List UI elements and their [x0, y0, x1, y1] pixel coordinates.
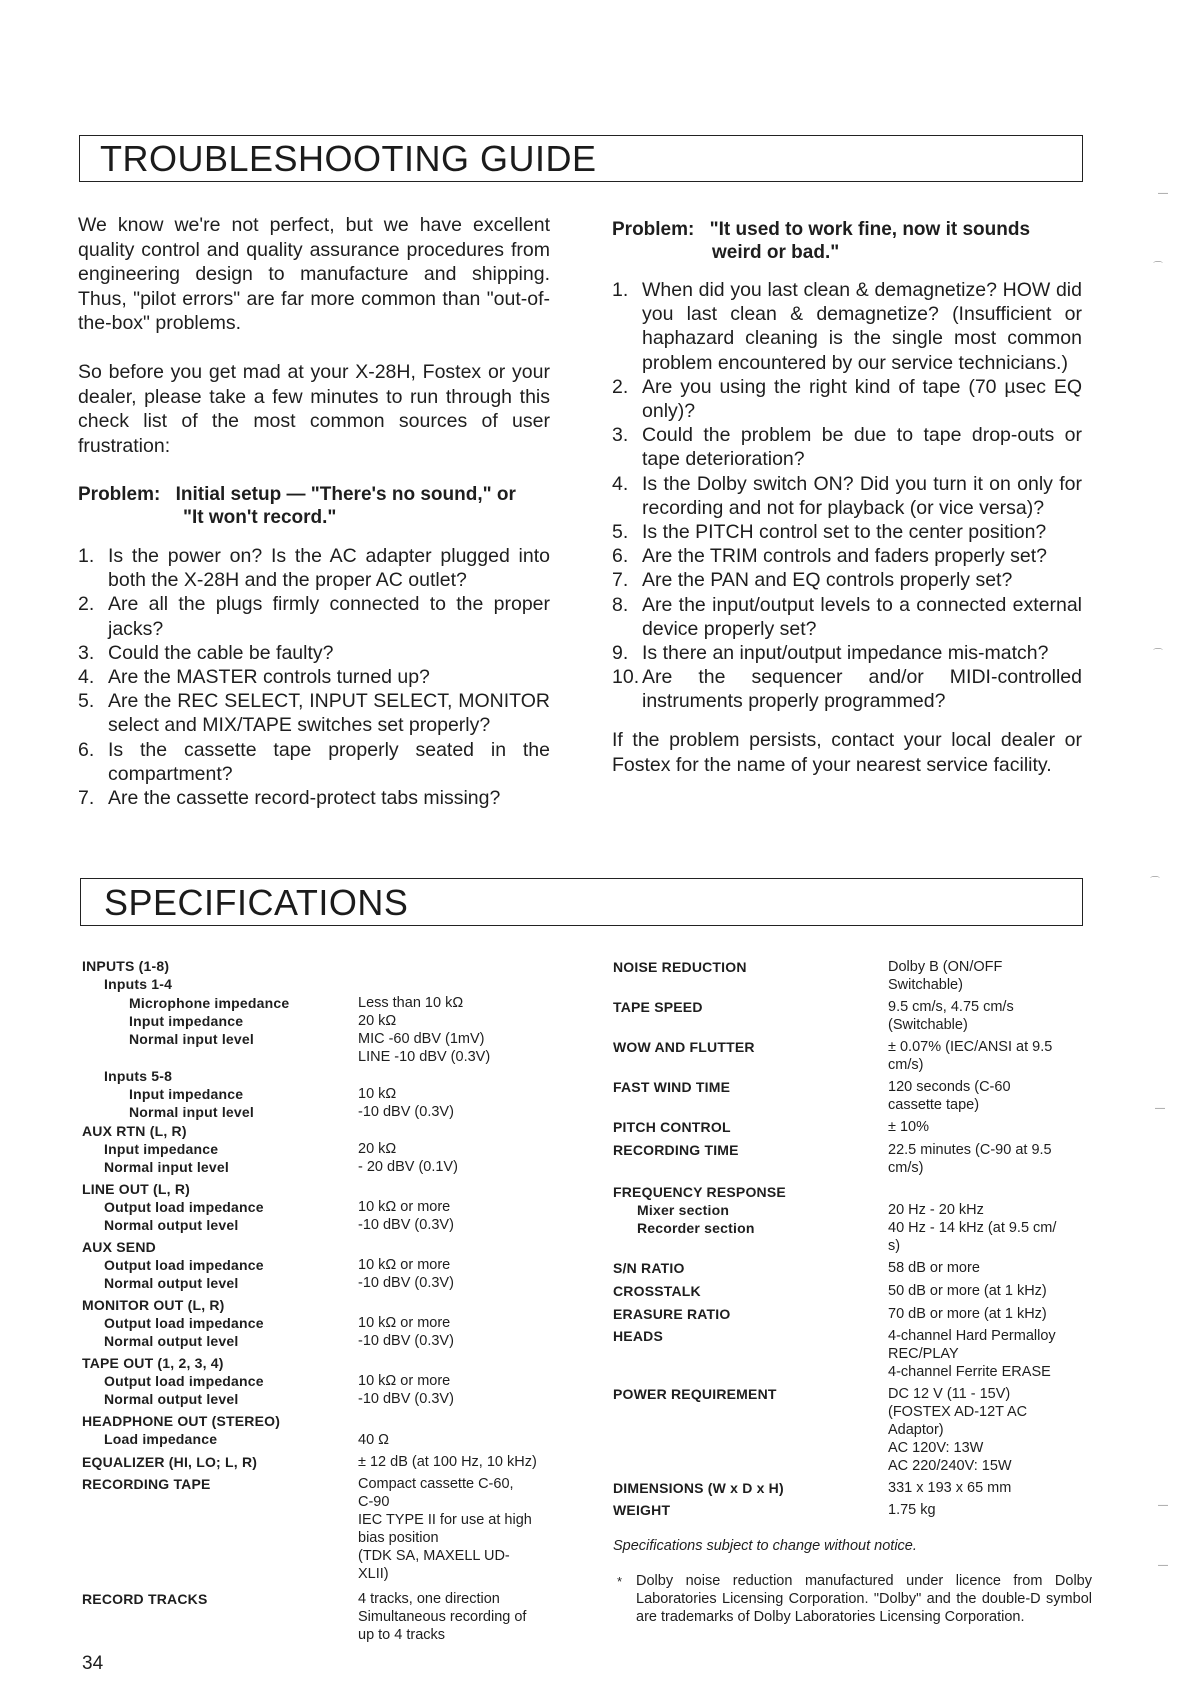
dolby-trademark-note: Dolby noise reduction manufactured under licence from Dolby Laboratories Licensing Corporation. "Dolby" and the double-D symbol are trademarks of Dolby Laboratories Licensing Corporation. [636, 1573, 1092, 1625]
list-item: 7. Are the cassette record-protect tabs missing? [78, 787, 501, 810]
spec-label: Input impedance [104, 1141, 219, 1157]
spec-value: MIC -60 dBV (1mV) [358, 1031, 485, 1047]
spec-value: 4-channel Hard Permalloy [888, 1328, 1056, 1344]
spec-label: CROSSTALK [613, 1283, 701, 1299]
spec-value: C-90 [358, 1494, 390, 1510]
spec-label: S/N RATIO [613, 1260, 685, 1276]
spec-label: Inputs 1-4 [104, 976, 173, 992]
spec-label: HEADPHONE OUT (STEREO) [82, 1413, 281, 1429]
spec-value: (Switchable) [888, 1017, 968, 1033]
spec-value: 9.5 cm/s, 4.75 cm/s [888, 999, 1014, 1015]
spec-value: bias position [358, 1530, 439, 1546]
spec-value: -10 dBV (0.3V) [358, 1391, 454, 1407]
problem-2-label: Problem: [612, 219, 695, 240]
spec-label: WEIGHT [613, 1502, 671, 1518]
spec-value: 331 x 193 x 65 mm [888, 1480, 1012, 1496]
spec-value: Dolby B (ON/OFF [888, 959, 1003, 975]
spec-value: cassette tape) [888, 1097, 980, 1113]
list-item: 10. Are the sequencer and/or MIDI-controlled instruments properly programmed? [612, 666, 1082, 713]
spec-label: Recorder section [637, 1220, 755, 1236]
scan-mark: ⌒ [1150, 877, 1160, 888]
spec-label: Normal output level [104, 1217, 239, 1233]
spec-label: INPUTS (1-8) [82, 958, 170, 974]
spec-value: up to 4 tracks [358, 1627, 446, 1643]
spec-value: 70 dB or more (at 1 kHz) [888, 1306, 1047, 1322]
spec-value: 20 Hz - 20 kHz [888, 1202, 984, 1218]
scan-mark: — [1158, 188, 1168, 199]
spec-label: PITCH CONTROL [613, 1119, 731, 1135]
spec-value: Less than 10 kΩ [358, 995, 464, 1011]
spec-label: LINE OUT (L, R) [82, 1181, 190, 1197]
spec-value: -10 dBV (0.3V) [358, 1217, 454, 1233]
spec-value: AC 220/240V: 15W [888, 1458, 1012, 1474]
list-item: 3. Could the cable be faulty? [78, 641, 334, 664]
spec-label: FAST WIND TIME [613, 1079, 731, 1095]
spec-value: Switchable) [888, 977, 963, 993]
problem-1-label: Problem: [78, 484, 161, 505]
spec-label: ERASURE RATIO [613, 1306, 731, 1322]
spec-value: REC/PLAY [888, 1346, 959, 1362]
spec-value: XLII) [358, 1566, 389, 1582]
problem-1-title-line1: Initial setup — "There's no sound," or [175, 484, 516, 505]
closing-paragraph: If the problem persists, contact your local dealer or Fostex for the name of your nearest service facility. [612, 729, 1082, 776]
spec-label: Normal output level [104, 1391, 239, 1407]
spec-value: 120 seconds (C-60 [888, 1079, 1011, 1095]
scan-mark: — [1155, 1103, 1165, 1114]
spec-label: Output load impedance [104, 1199, 264, 1215]
spec-value: 22.5 minutes (C-90 at 9.5 [888, 1142, 1052, 1158]
spec-value: s) [888, 1238, 901, 1254]
specifications-title: SPECIFICATIONS [104, 882, 409, 923]
spec-label: Output load impedance [104, 1315, 264, 1331]
scan-mark: — [1158, 1560, 1168, 1571]
problem-1-title-line2: "It won't record." [183, 507, 337, 528]
spec-label: MONITOR OUT (L, R) [82, 1297, 225, 1313]
spec-label: Mixer section [637, 1202, 730, 1218]
spec-value: 40 Ω [358, 1432, 389, 1448]
spec-value: 20 kΩ [358, 1141, 397, 1157]
spec-label: Normal input level [129, 1031, 254, 1047]
spec-label: NOISE REDUCTION [613, 959, 747, 975]
list-item: 8. Are the input/output levels to a connected external device properly set? [612, 593, 1082, 640]
spec-value: 58 dB or more [888, 1260, 980, 1276]
spec-label: RECORDING TAPE [82, 1476, 211, 1492]
page-number: 34 [82, 1653, 104, 1674]
problem-2-title-line2: weird or bad." [712, 242, 840, 263]
spec-label: FREQUENCY RESPONSE [613, 1184, 786, 1200]
intro-paragraph-1: We know we're not perfect, but we have excellent quality control and quality assurance procedures from engineering design to manufacture and shipping. Thus, "pilot errors" are far more common than "out-of-the-box" problems. [78, 214, 550, 334]
spec-value: 10 kΩ [358, 1086, 397, 1102]
spec-value: cm/s) [888, 1057, 924, 1073]
spec-label: WOW AND FLUTTER [613, 1039, 755, 1055]
list-item: 5. Is the PITCH control set to the center position? [612, 521, 1047, 544]
spec-value: 4 tracks, one direction [358, 1591, 500, 1607]
spec-label: AUX RTN (L, R) [82, 1123, 187, 1139]
spec-label: POWER REQUIREMENT [613, 1386, 777, 1402]
list-item: 6. Is the cassette tape properly seated in the compartment? [78, 738, 550, 785]
spec-label: EQUALIZER (HI, LO; L, R) [82, 1454, 258, 1470]
spec-label: Normal output level [104, 1275, 239, 1291]
spec-value: cm/s) [888, 1160, 924, 1176]
list-item: 4. Is the Dolby switch ON? Did you turn it on only for recording and not for playback (or vice versa)? [612, 472, 1082, 519]
spec-label: RECORD TRACKS [82, 1591, 208, 1607]
scan-mark: ⌒ [1153, 649, 1163, 660]
spec-label: Normal input level [129, 1104, 254, 1120]
spec-label: Inputs 5-8 [104, 1068, 173, 1084]
spec-label: Microphone impedance [129, 995, 290, 1011]
spec-label: Input impedance [129, 1086, 244, 1102]
spec-value: IEC TYPE II for use at high [358, 1512, 532, 1528]
spec-value: 10 kΩ or more [358, 1373, 451, 1389]
spec-value: 40 Hz - 14 kHz (at 9.5 cm/ [888, 1220, 1057, 1236]
spec-value: Adaptor) [888, 1422, 944, 1438]
spec-value: 50 dB or more (at 1 kHz) [888, 1283, 1047, 1299]
spec-value: -10 dBV (0.3V) [358, 1333, 454, 1349]
spec-label: Normal output level [104, 1333, 239, 1349]
spec-value: ± 12 dB (at 100 Hz, 10 kHz) [358, 1454, 537, 1470]
spec-label: RECORDING TIME [613, 1142, 739, 1158]
spec-value: 10 kΩ or more [358, 1199, 451, 1215]
spec-label: Load impedance [104, 1431, 218, 1447]
scan-mark: ⌒ [1153, 262, 1163, 273]
list-item: 3. Could the problem be due to tape drop-outs or tape deterioration? [612, 424, 1082, 471]
spec-value: ± 10% [888, 1119, 930, 1135]
list-item: 4. Are the MASTER controls turned up? [78, 666, 430, 689]
spec-value: LINE -10 dBV (0.3V) [358, 1049, 491, 1065]
spec-value: - 20 dBV (0.1V) [358, 1159, 458, 1175]
spec-notice: Specifications subject to change without notice. [613, 1538, 917, 1554]
spec-label: HEADS [613, 1328, 664, 1344]
spec-label: Normal input level [104, 1159, 229, 1175]
spec-value: Compact cassette C-60, [358, 1476, 514, 1492]
spec-value: AC 120V: 13W [888, 1440, 984, 1456]
list-item: 9. Is there an input/output impedance mis-match? [612, 642, 1049, 665]
intro-paragraph-2: So before you get mad at your X-28H, Fostex or your dealer, please take a few minutes to run through this check list of the most common sources of user frustration: [78, 361, 550, 457]
spec-value: 10 kΩ or more [358, 1257, 451, 1273]
list-item: 2. Are all the plugs firmly connected to the proper jacks? [78, 593, 550, 640]
spec-label: Output load impedance [104, 1257, 264, 1273]
spec-value: 10 kΩ or more [358, 1315, 451, 1331]
problem-2-title-line1: "It used to work fine, now it sounds [709, 219, 1031, 240]
spec-label: DIMENSIONS (W x D x H) [613, 1480, 784, 1496]
list-item: 2. Are you using the right kind of tape (70 µsec EQ only)? [612, 375, 1082, 423]
spec-label: Input impedance [129, 1013, 244, 1029]
spec-label: TAPE SPEED [613, 999, 703, 1015]
list-item: 1. Is the power on? Is the AC adapter plugged into both the X-28H and the proper AC outlet? [78, 545, 550, 592]
spec-value: -10 dBV (0.3V) [358, 1104, 454, 1120]
spec-value: (FOSTEX AD-12T AC [888, 1404, 1028, 1420]
spec-value: (TDK SA, MAXELL UD- [358, 1548, 510, 1564]
spec-value: 1.75 kg [888, 1502, 936, 1518]
spec-value: Simultaneous recording of [358, 1609, 527, 1625]
spec-value: DC 12 V (11 - 15V) [888, 1386, 1011, 1402]
scan-mark: — [1158, 1500, 1168, 1511]
list-item: 5. Are the REC SELECT, INPUT SELECT, MONITOR select and MIX/TAPE switches set properly? [78, 690, 550, 737]
spec-value: ± 0.07% (IEC/ANSI at 9.5 [888, 1039, 1053, 1055]
spec-label: TAPE OUT (1, 2, 3, 4) [82, 1355, 224, 1371]
list-item: 1. When did you last clean & demagnetize? HOW did you last clean & demagnetize? (Insufficient or haphazard cleaning is the single most common problem encountered by our service technicians.) [612, 279, 1082, 374]
list-item: 6. Are the TRIM controls and faders properly set? [612, 545, 1047, 568]
problem-2-heading [612, 218, 1092, 264]
problem-1-heading [78, 483, 558, 529]
problem-1-list [78, 544, 550, 810]
troubleshooting-title: TROUBLESHOOTING GUIDE [100, 138, 597, 179]
spec-value: 20 kΩ [358, 1013, 397, 1029]
spec-label: AUX SEND [82, 1239, 156, 1255]
spec-label: Output load impedance [104, 1373, 264, 1389]
spec-value: -10 dBV (0.3V) [358, 1275, 454, 1291]
problem-2-list [612, 278, 1082, 714]
dolby-asterisk: * [617, 1574, 623, 1589]
troubleshooting-title-box [79, 135, 1083, 182]
specifications-title-box [80, 878, 1083, 926]
spec-value: 4-channel Ferrite ERASE [888, 1364, 1051, 1380]
list-item: 7. Are the PAN and EQ controls properly set? [612, 569, 1013, 592]
